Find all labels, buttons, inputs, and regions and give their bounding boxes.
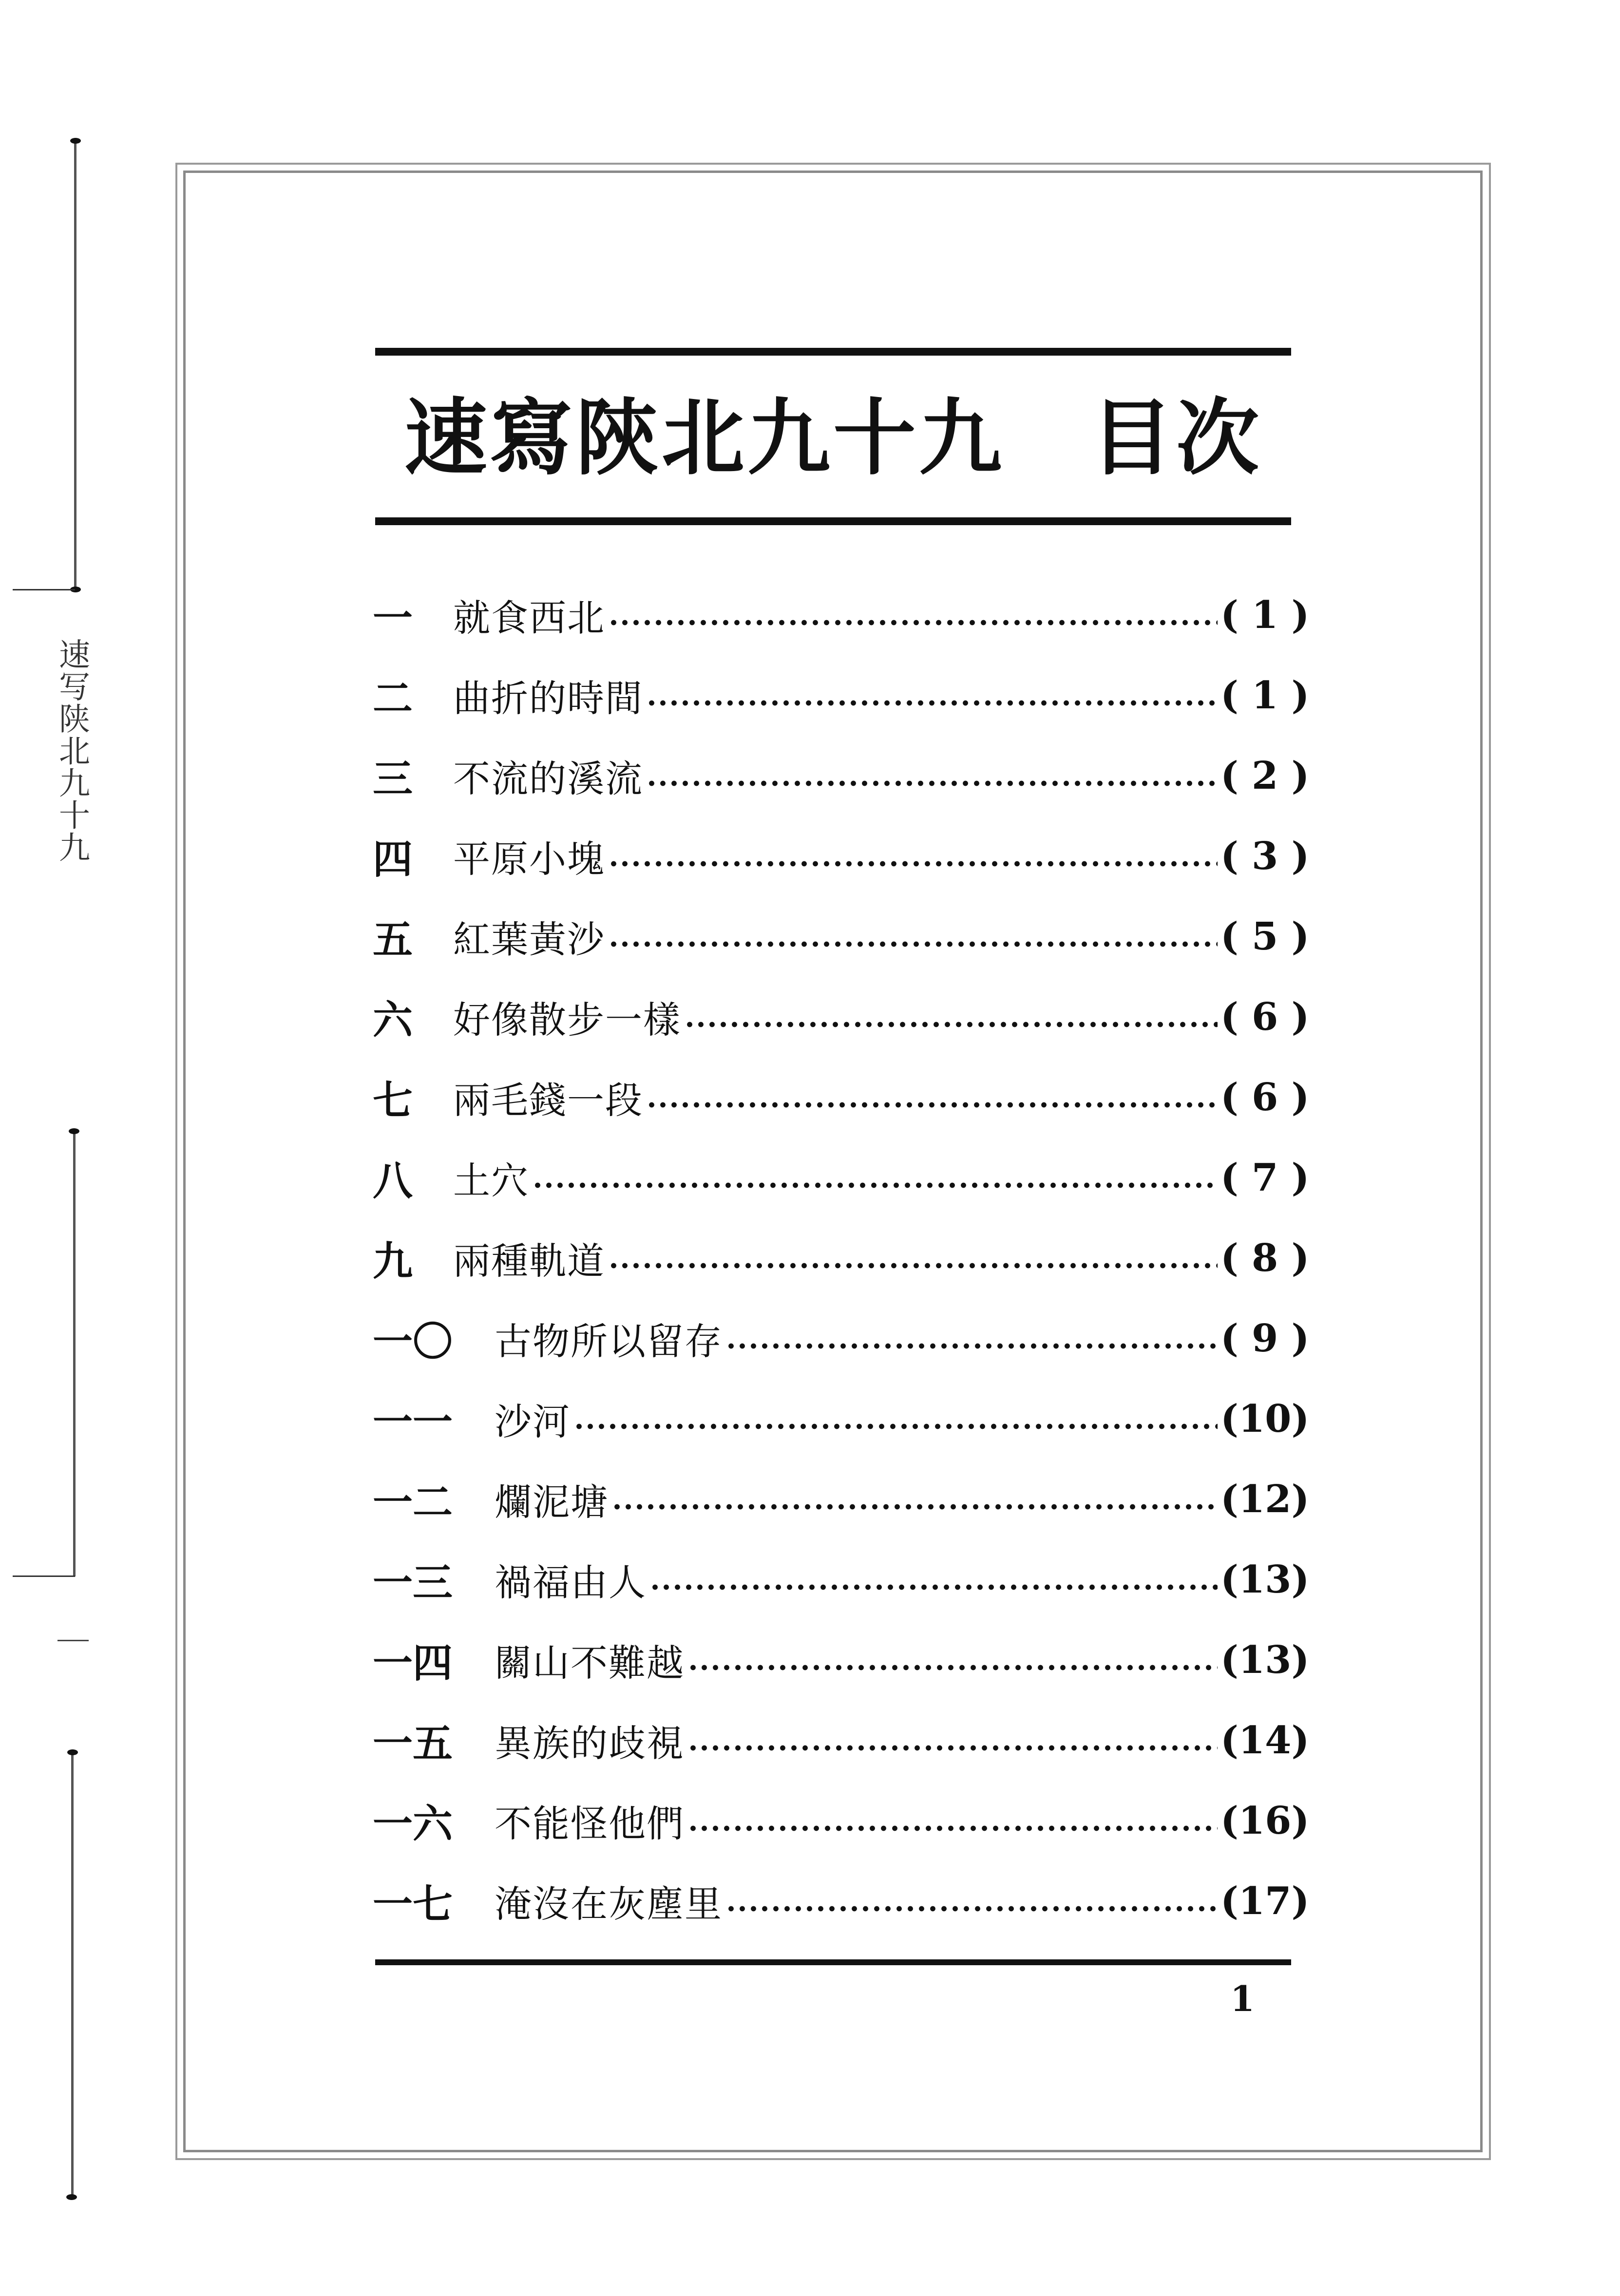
dot-leader [684, 1021, 1218, 1028]
spine-dot [70, 138, 81, 144]
chapter-title: 兩種軌道 [453, 1239, 605, 1283]
toc-entry-11[interactable] [373, 1379, 1310, 1459]
dot-leader [646, 700, 1218, 706]
chapter-page: ( 7 ) [1220, 1156, 1310, 1200]
toc-entry-8[interactable] [373, 1138, 1310, 1218]
chapter-number: 五 [373, 917, 413, 963]
chapter-number: 一三 [373, 1560, 453, 1606]
chapter-number: 三 [373, 756, 413, 802]
chapter-number: 一七 [373, 1881, 453, 1928]
toc-entry-15[interactable] [373, 1700, 1310, 1781]
chapter-number: 一五 [373, 1721, 453, 1767]
footer-rule [375, 1959, 1291, 1965]
toc-entry-5[interactable] [373, 896, 1310, 977]
spine-hline-middle [13, 1575, 75, 1577]
spine-dot [69, 1128, 79, 1134]
title-rule-bottom [375, 517, 1291, 525]
chapter-number: 一 [373, 595, 413, 642]
page-number: 1 [1230, 1978, 1255, 2019]
chapter-title: 不能怪他們 [495, 1802, 685, 1845]
toc-entry-3[interactable] [373, 736, 1310, 816]
table-of-contents [373, 575, 1310, 1941]
chapter-number: 四 [373, 836, 413, 883]
toc-entry-16[interactable] [373, 1781, 1310, 1861]
toc-entry-6[interactable] [373, 977, 1310, 1057]
dot-leader [687, 1664, 1218, 1671]
chapter-page: (14) [1220, 1718, 1310, 1763]
chapter-number: 一二 [373, 1480, 453, 1526]
chapter-number: 九 [373, 1238, 413, 1285]
chapter-title: 就食西北 [453, 596, 605, 640]
chapter-page: (12) [1220, 1477, 1310, 1521]
chapter-title: 不流的溪流 [453, 757, 643, 800]
spine-book-title: 速写陕北九十九 [54, 638, 90, 863]
chapter-title: 平原小塊 [453, 837, 605, 881]
dot-leader [611, 1503, 1218, 1510]
chapter-title: 土穴 [453, 1159, 529, 1202]
chapter-page: (13) [1220, 1557, 1310, 1602]
toc-entry-9[interactable] [373, 1218, 1310, 1298]
toc-entry-10[interactable] [373, 1298, 1310, 1379]
dot-leader [646, 1101, 1218, 1108]
chapter-page: ( 6 ) [1220, 1075, 1310, 1120]
dot-leader [608, 941, 1218, 948]
dot-leader [608, 860, 1218, 867]
chapter-page: ( 1 ) [1220, 673, 1310, 718]
chapter-title: 異族的歧視 [495, 1722, 685, 1765]
chapter-page: (10) [1220, 1397, 1310, 1441]
toc-entry-17[interactable] [373, 1861, 1310, 1941]
spine-hline-top [13, 589, 75, 590]
chapter-number: 一六 [373, 1801, 453, 1847]
dot-leader [608, 1262, 1218, 1269]
chapter-title: 關山不難越 [495, 1641, 685, 1685]
chapter-page: ( 8 ) [1220, 1236, 1310, 1280]
chapter-title: 古物所以留存 [495, 1320, 723, 1363]
chapter-number: 一四 [373, 1640, 453, 1687]
toc-entry-1[interactable] [373, 575, 1310, 655]
toc-entry-12[interactable] [373, 1459, 1310, 1539]
dot-leader [725, 1905, 1218, 1912]
toc-entry-2[interactable] [373, 655, 1310, 736]
dot-leader [532, 1182, 1218, 1189]
dot-leader [573, 1423, 1218, 1430]
spine-line-middle [73, 1131, 76, 1576]
chapter-number: 六 [373, 997, 413, 1044]
spine-dot [66, 2194, 77, 2200]
dot-leader [608, 619, 1218, 626]
chapter-number: 七 [373, 1078, 413, 1124]
chapter-number: 二 [373, 676, 413, 722]
chapter-title: 爛泥塘 [495, 1480, 609, 1524]
page-title: 速寫陝北九十九 目次 [404, 390, 1262, 487]
dot-leader [687, 1745, 1218, 1751]
chapter-page: ( 1 ) [1220, 593, 1310, 637]
chapter-title: 好像散步一樣 [453, 998, 681, 1042]
chapter-title: 禍福由人 [495, 1561, 647, 1604]
dot-leader [687, 1825, 1218, 1832]
spine-line-top [74, 141, 76, 589]
chapter-number: 八 [373, 1158, 413, 1204]
chapter-title: 曲折的時間 [453, 677, 643, 720]
chapter-page: ( 6 ) [1220, 995, 1310, 1039]
chapter-page: (13) [1220, 1638, 1310, 1682]
chapter-title: 淹沒在灰塵里 [495, 1882, 723, 1926]
spine-page-mark [57, 1640, 89, 1641]
chapter-number: 一一 [373, 1399, 453, 1445]
chapter-page: ( 9 ) [1220, 1316, 1310, 1361]
chapter-page: ( 5 ) [1220, 914, 1310, 959]
dot-leader [646, 780, 1218, 787]
chapter-number: 一〇 [373, 1319, 453, 1365]
chapter-page: ( 2 ) [1220, 754, 1310, 798]
toc-entry-4[interactable] [373, 816, 1310, 896]
chapter-title: 兩毛錢一段 [453, 1079, 643, 1122]
chapter-title: 紅葉黃沙 [453, 918, 605, 961]
spine-dot [67, 1749, 78, 1755]
toc-entry-13[interactable] [373, 1539, 1310, 1620]
toc-entry-7[interactable] [373, 1057, 1310, 1138]
dot-leader [725, 1343, 1218, 1349]
chapter-page: (16) [1220, 1799, 1310, 1843]
chapter-page: ( 3 ) [1220, 834, 1310, 878]
title-rule-top [375, 348, 1291, 356]
chapter-title: 沙河 [495, 1400, 571, 1443]
toc-entry-14[interactable] [373, 1620, 1310, 1700]
chapter-page: (17) [1220, 1879, 1310, 1923]
spine-line-bottom [71, 1753, 74, 2197]
dot-leader [649, 1584, 1218, 1591]
